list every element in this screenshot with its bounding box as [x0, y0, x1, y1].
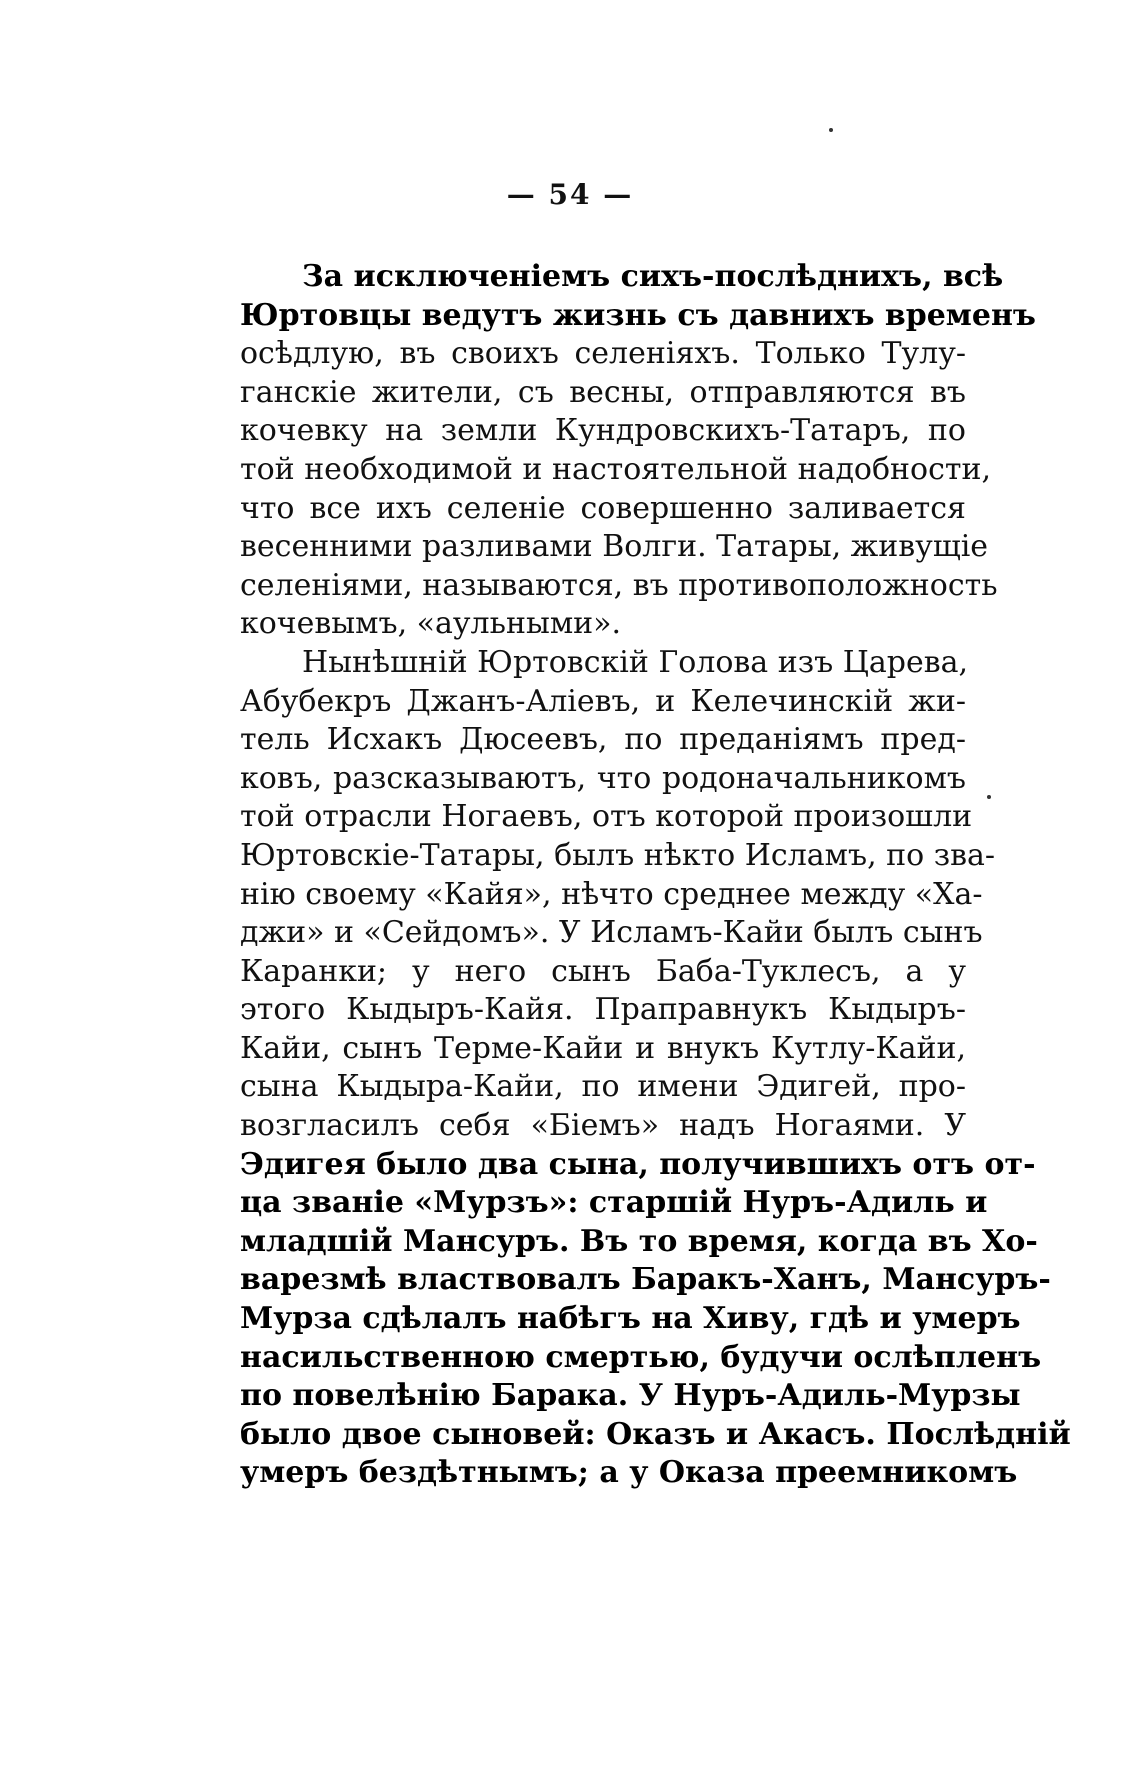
text-line: тель Исхакъ Дюсеевъ, по преданіямъ пред-	[240, 722, 966, 758]
text-line: варезмѣ властвовалъ Баракъ-Ханъ, Мансуръ-	[240, 1262, 1051, 1298]
text-line: Эдигея было два сына, получившихъ отъ от-	[240, 1146, 1036, 1182]
text-line: ковъ, разсказываютъ, что родоначальникомъ	[240, 760, 966, 796]
text-line: Нынѣшній Юртовскій Голова изъ Царева,	[302, 644, 969, 680]
text-line: той отрасли Ногаевъ, отъ которой произошли	[240, 799, 973, 835]
text-line: Мурза сдѣлалъ набѣгъ на Хиву, гдѣ и умеръ	[240, 1301, 1021, 1337]
text-line: было двое сыновей: Оказъ и Акасъ. Послѣдній	[240, 1416, 1071, 1452]
text-line: осѣдлую, въ своихъ селеніяхъ. Только Тулу-	[240, 336, 966, 372]
text-line: по повелѣнію Барака. У Нуръ-Адиль-Мурзы	[240, 1378, 1021, 1414]
text-line: младшій Мансуръ. Въ то время, когда въ Хо-	[240, 1223, 1038, 1259]
scan-speck	[829, 128, 833, 132]
text-line: За исключеніемъ сихъ-послѣднихъ, всѣ	[302, 259, 1004, 294]
text-line: насильственною смертью, будучи ослѣпленъ	[240, 1339, 1042, 1375]
text-line: кочевку на земли Кундровскихъ-Татаръ, по	[240, 413, 966, 449]
page-number: — 54 —	[506, 178, 634, 211]
text-line: что все ихъ селеніе совершенно заливается	[240, 490, 966, 526]
text-line: ганскіе жители, съ весны, отправляются въ	[240, 374, 966, 410]
scan-speck	[987, 795, 991, 799]
text-line: ца званіе «Мурзъ»: старшій Нуръ-Адиль и	[240, 1185, 988, 1221]
text-line: умеръ бездѣтнымъ; а у Оказа преемникомъ	[240, 1455, 1018, 1491]
text-line: кочевымъ, «аульными».	[240, 606, 622, 642]
text-line: этого Кыдыръ-Кайя. Праправнукъ Кыдыръ-	[240, 992, 966, 1028]
body-text	[240, 258, 1071, 1493]
text-line: Каранки; у него сынъ Баба-Туклесъ, а у	[240, 953, 966, 989]
text-line: Юртовскіе-Татары, былъ нѣкто Исламъ, по зва-	[240, 837, 996, 873]
text-line: джи» и «Сейдомъ». У Исламъ-Кайи былъ сынъ	[240, 915, 983, 951]
text-line: селеніями, называются, въ противоположность	[240, 567, 998, 603]
text-line: сына Кыдыра-Кайи, по имени Эдигей, про-	[240, 1069, 966, 1105]
text-line: той необходимой и настоятельной надобности,	[240, 451, 992, 487]
text-line: нію своему «Кайя», нѣчто среднее между «Ха-	[240, 876, 983, 912]
text-line: Юртовцы ведутъ жизнь съ давнихъ временъ	[240, 297, 1036, 333]
text-line: Кайи, сынъ Терме-Кайи и внукъ Кутлу-Кайи,	[240, 1030, 966, 1066]
text-line: Абубекръ Джанъ-Аліевъ, и Келечинскій жи-	[240, 683, 966, 719]
text-line: возгласилъ себя «Біемъ» надъ Ногаями. У	[240, 1108, 966, 1144]
text-line: весенними разливами Волги. Татары, живущіе	[240, 529, 989, 565]
